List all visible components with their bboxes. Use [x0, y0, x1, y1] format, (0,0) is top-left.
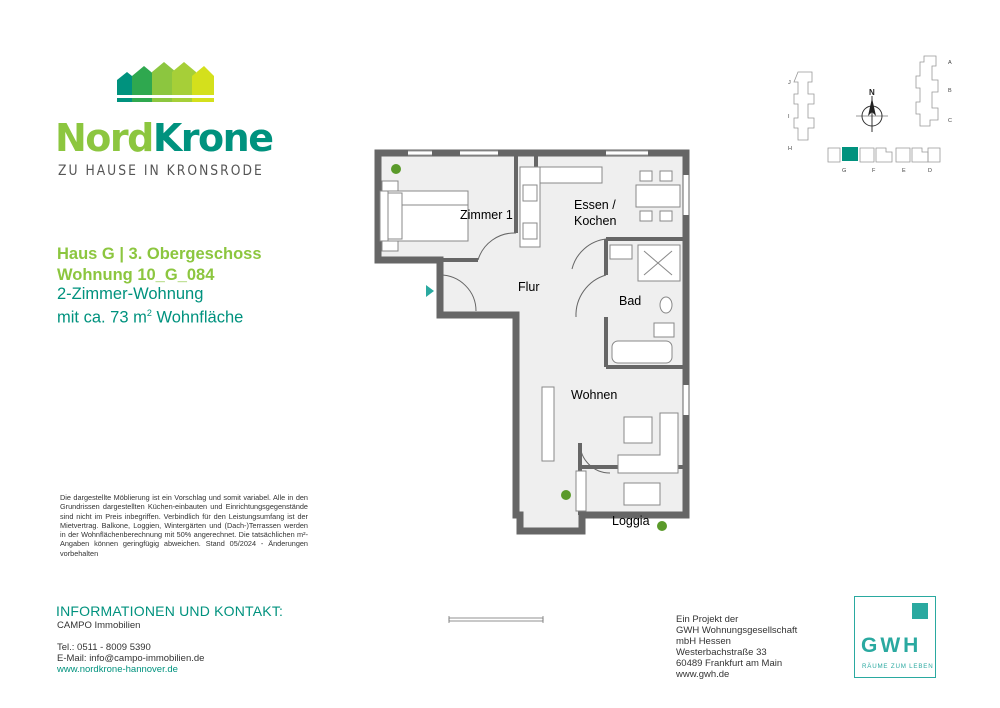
room-bad: Bad [619, 294, 642, 308]
project-city: 60489 Frankfurt am Main [676, 658, 783, 669]
room-loggia: Loggia [612, 514, 650, 528]
unit-rooms: 2-Zimmer-Wohnung [57, 285, 204, 303]
svg-text:I: I [788, 114, 790, 120]
contact-phone: Tel.: 0511 - 8009 5390 [57, 642, 151, 653]
north-label: N [869, 88, 875, 97]
gwh-logo-square [912, 603, 928, 619]
project-company: GWH Wohnungsgesellschaft [676, 625, 798, 636]
room-zimmer1: Zimmer 1 [460, 208, 513, 222]
contact-heading: INFORMATIONEN UND KONTAKT: [56, 603, 284, 619]
room-flur: Flur [518, 280, 540, 294]
contact-company: CAMPO Immobilien [57, 620, 141, 631]
svg-text:F: F [872, 168, 876, 174]
project-intro: Ein Projekt der [676, 614, 739, 625]
unit-wohnung: Wohnung 10_G_084 [57, 266, 215, 284]
svg-text:A: A [948, 60, 952, 66]
project-street: Westerbachstraße 33 [676, 647, 767, 658]
floor-plan [370, 145, 696, 541]
site-plan [784, 50, 960, 176]
room-essen: Essen / [574, 198, 616, 212]
nordkrone-logo-houses [112, 62, 218, 106]
svg-text:H: H [788, 146, 792, 152]
brand-name: NordKrone [55, 116, 273, 160]
unit-haus: Haus G | 3. Obergeschoss [57, 245, 262, 263]
gwh-logo-text: GWH [861, 634, 922, 657]
brand-tagline: ZU HAUSE IN KRONSRODE [58, 163, 264, 179]
svg-text:B: B [948, 88, 952, 94]
contact-email[interactable]: E-Mail: info@campo-immobilien.de [57, 653, 205, 664]
svg-text:G: G [842, 168, 847, 174]
svg-text:C: C [948, 118, 952, 124]
entry-arrow [426, 285, 434, 297]
disclaimer-text: Die dargestellte Möblierung ist ein Vorschlag und somit variabel. Alle in den Grundrissen dargestellten Küchen-einbauten und Einrichtungsgegenstände sind nicht im Preis inbegriffen. Verbindlich für den Leistungsumfang ist der Mietvertrag. Balkone, Loggien, Wintergärten und (Dach-)Terrassen werden in der Wohnflächenberechnung mit 50% angerechnet. Die tatsächlichen m²-Angaben können geringfügig abweichen. Stand 05/2024 - Änderungen vorbehalten [60, 493, 308, 558]
project-website-link[interactable]: www.gwh.de [676, 669, 730, 680]
contact-website-link[interactable]: www.nordkrone-hannover.de [57, 664, 178, 675]
project-company-line2: mbH Hessen [676, 636, 731, 647]
unit-area: mit ca. 73 $m^2$ Wohnfläche [57, 308, 244, 327]
svg-text:D: D [928, 168, 932, 174]
site-plan-highlight [842, 147, 858, 161]
scale-bar [448, 616, 544, 624]
bed [380, 191, 468, 241]
room-wohnen: Wohnen [571, 388, 618, 402]
svg-text:J: J [788, 80, 791, 86]
svg-text:E: E [902, 168, 906, 174]
room-kochen: Kochen [574, 214, 617, 228]
gwh-logo-subtitle: RÄUME ZUM LEBEN [862, 663, 934, 670]
